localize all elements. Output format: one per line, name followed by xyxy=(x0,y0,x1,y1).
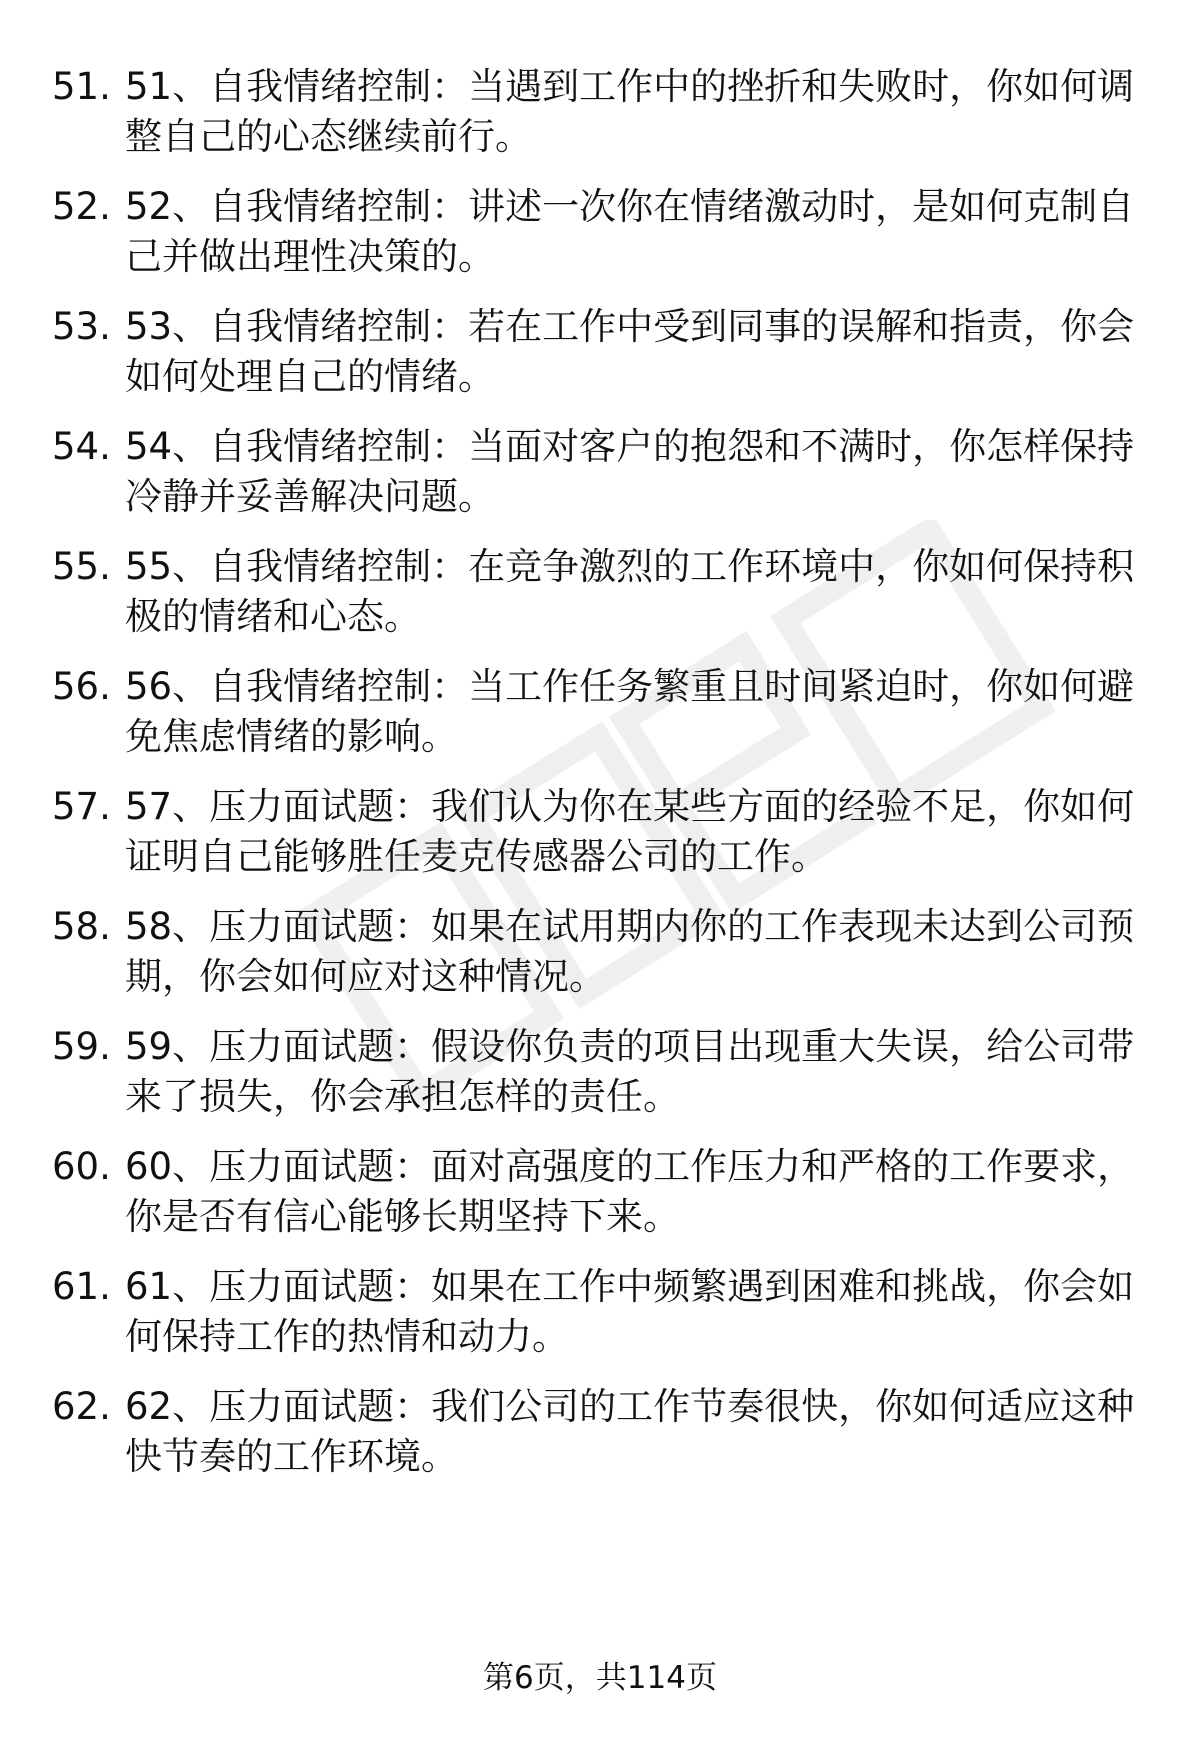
item-text: 53、自我情绪控制：若在工作中受到同事的误解和指责，你会如何处理自己的情绪。 xyxy=(125,305,1135,398)
item-text: 61、压力面试题：如果在工作中频繁遇到困难和挑战，你会如何保持工作的热情和动力。 xyxy=(125,1265,1135,1358)
item-text: 56、自我情绪控制：当工作任务繁重且时间紧迫时，你如何避免焦虑情绪的影响。 xyxy=(125,665,1135,758)
list-item xyxy=(52,1382,1152,1482)
item-text: 62、压力面试题：我们公司的工作节奏很快，你如何适应这种快节奏的工作环境。 xyxy=(125,1385,1135,1478)
list-item xyxy=(52,782,1152,882)
item-number: 59. xyxy=(52,1025,111,1068)
list-item xyxy=(52,182,1152,282)
list-item xyxy=(52,1262,1152,1362)
item-number: 60. xyxy=(52,1145,111,1188)
item-text: 60、压力面试题：面对高强度的工作压力和严格的工作要求，你是否有信心能够长期坚持下来。 xyxy=(125,1145,1135,1238)
list-item xyxy=(52,302,1152,402)
item-text: 55、自我情绪控制：在竞争激烈的工作环境中，你如何保持积极的情绪和心态。 xyxy=(125,545,1135,638)
item-text: 58、压力面试题：如果在试用期内你的工作表现未达到公司预期，你会如何应对这种情况。 xyxy=(125,905,1135,998)
item-number: 58. xyxy=(52,905,111,948)
item-number: 53. xyxy=(52,305,111,348)
list-item xyxy=(52,902,1152,1002)
item-number: 61. xyxy=(52,1265,111,1308)
item-number: 54. xyxy=(52,425,111,468)
item-number: 55. xyxy=(52,545,111,588)
item-text: 59、压力面试题：假设你负责的项目出现重大失误，给公司带来了损失，你会承担怎样的责任。 xyxy=(125,1025,1135,1118)
item-number: 62. xyxy=(52,1385,111,1428)
list-item xyxy=(52,542,1152,642)
page-footer: 第6页，共114页 xyxy=(483,1660,717,1696)
item-text: 57、压力面试题：我们认为你在某些方面的经验不足，你如何证明自己能够胜任麦克传感器公司的工作。 xyxy=(125,785,1135,878)
item-text: 51、自我情绪控制：当遇到工作中的挫折和失败时，你如何调整自己的心态继续前行。 xyxy=(125,65,1135,158)
item-number: 57. xyxy=(52,785,111,828)
list-item xyxy=(52,662,1152,762)
list-item xyxy=(52,422,1152,522)
list-item xyxy=(52,1022,1152,1122)
item-number: 51. xyxy=(52,65,111,108)
item-number: 52. xyxy=(52,185,111,228)
item-number: 56. xyxy=(52,665,111,708)
list-item xyxy=(52,1142,1152,1242)
item-text: 52、自我情绪控制：讲述一次你在情绪激动时，是如何克制自己并做出理性决策的。 xyxy=(125,185,1135,278)
item-text: 54、自我情绪控制：当面对客户的抱怨和不满时，你怎样保持冷静并妥善解决问题。 xyxy=(125,425,1135,518)
list-item xyxy=(52,62,1152,162)
